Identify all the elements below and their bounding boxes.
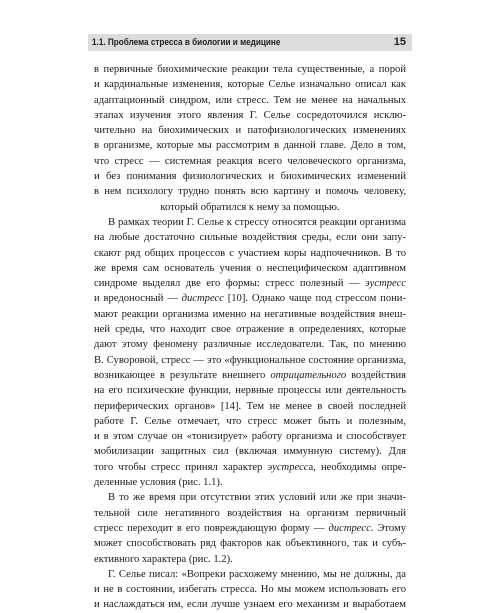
text-line: стресс переходит в его повреждающую форму — дистресс. Этому	[94, 522, 406, 534]
text-line: в нем психологу трудно понять всю картину и помочь человеку,	[94, 186, 406, 198]
text-line: и наслаждаться им, если лучше узнаем его механизм и выработаем	[94, 599, 406, 611]
text-line: этапах изучения этого явления Г. Селье сосредоточился исклю-	[94, 109, 406, 121]
text-line: возникающее в результате внешнего отрицательного воздействия	[94, 369, 406, 381]
text-line: В рамках теории Г. Селье к стрессу относятся реакции организма	[108, 216, 406, 228]
text-line: ней среды, что находит свое отражение в определениях, которые	[94, 324, 406, 336]
text-line: скают ряд общих процессов с участием коры надпочечников. В то	[94, 247, 406, 259]
text-line: тельной силе негативного воздействия на организм первичный	[94, 507, 406, 519]
text-line: чительно на биохимических и патофизиологических изменениях	[94, 125, 406, 137]
text-line: который обратился к нему за помощью.	[160, 201, 340, 213]
text-line: адаптационный синдром, или стресс. Тем не менее на начальных	[94, 94, 406, 106]
text-line: в организме, которые мы рассмотрим в данной главе. Дело в том,	[94, 140, 406, 152]
body-text	[94, 62, 406, 613]
text-line: и в этом случае он «тонизирует» работу организма и способствует	[94, 431, 406, 443]
text-line: мают реакции организма именно на негативные воздействия внеш-	[94, 308, 406, 320]
text-line: синдроме выделял две его формы: стресс полезный — эустресс	[94, 278, 406, 290]
text-line: В то же время при отсутствии этих условий или же при значи-	[108, 492, 406, 504]
text-line: на любые достаточно сильные воздействия среды, если они запу-	[94, 232, 406, 244]
text-line: дают этому феномену различные исследователи. Так, по мнению	[94, 339, 406, 351]
text-line: В. Суворовой, стресс — это «функциональное состояние организма,	[94, 354, 406, 366]
text-line: и без понимания физиологических и биохимических изменений	[94, 171, 406, 183]
text-line: на его психические функции, нервные процессы или деятельность	[94, 385, 406, 397]
text-line: деленные условия (рис. 1.1).	[94, 477, 223, 489]
running-head-section-title: 1.1. Проблема стресса в биологии и медицине	[92, 37, 281, 48]
running-head	[88, 34, 412, 51]
text-line: и кардинальные изменения, которые Селье изначально описал как	[94, 79, 406, 91]
text-line: что стресс — системная реакция всего человеческого организма,	[94, 155, 406, 167]
text-line: в первичные биохимические реакции тела существенные, а порой	[94, 64, 406, 75]
page-number: 15	[393, 36, 406, 48]
text-line: того чтобы стресс принял характер эустресса, необходимы опре-	[94, 461, 406, 473]
text-line: мобилизации защитных сил (включая иммунную систему). Для	[94, 446, 406, 458]
text-line: ективного характера (рис. 1.2).	[94, 553, 233, 565]
text-line: же время сам основатель учения о неспецифическом адаптивном	[94, 262, 406, 274]
text-line: и не в состоянии, избегать стресса. Но мы можем использовать его	[94, 584, 406, 596]
text-line: и вредоносный — дистресс [10]. Однако чаще под стрессом пони-	[94, 293, 406, 305]
text-line: периферических органов» [14]. Тем не менее в своей последней	[94, 400, 406, 412]
text-line: может способствовать ряд факторов как объективного, так и субъ-	[94, 538, 406, 550]
text-line: работе Г. Селье отмечает, что стресс может быть и полезным,	[94, 415, 406, 427]
text-line: Г. Селье писал: «Вопреки расхожему мнению, мы не должны, да	[108, 568, 406, 580]
